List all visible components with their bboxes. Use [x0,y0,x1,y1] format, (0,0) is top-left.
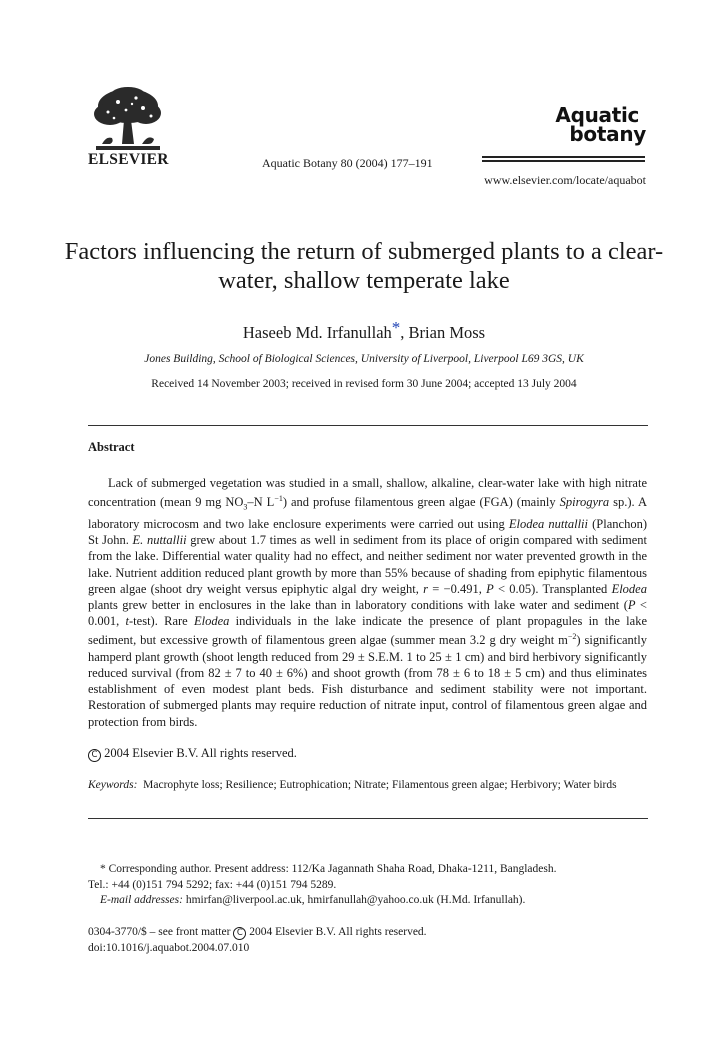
email-label: E-mail addresses: [100,894,183,907]
received-dates: Received 14 November 2003; received in revised form 30 June 2004; accepted 13 July 2004 [151,378,577,390]
issn-prefix: 0304-3770/$ – see front matter [88,926,231,938]
footnote-mark: * [100,863,106,875]
corresponding-author-link[interactable]: * [391,318,401,337]
author-moss: , Brian Moss [400,323,486,342]
copyright-icon: C [88,749,101,762]
divider-top [88,425,648,426]
footnote-address: Corresponding author. Present address: 112/Ka Jagannath Shaha Road, Dhaka-1211, Bangladesh. [108,863,557,875]
keywords-list: Macrophyte loss; Resilience; Eutrophication; Nitrate; Filamentous green algae; Herbivory; Water birds [143,779,617,791]
brand-line-1: Aquatic [555,103,640,127]
footnote-corresponding [88,862,647,878]
author-line [0,318,728,343]
journal-brand [555,103,646,146]
copyright-icon: C [233,927,246,940]
keywords [88,778,647,794]
divider-bottom [88,818,648,819]
footnote-email [88,893,647,909]
footnote [88,862,647,909]
journal-website-link[interactable]: www.elsevier.com/locate/aquabot [484,173,646,187]
brand-line-2: botany [569,122,646,146]
affiliation: Jones Building, School of Biological Sciences, University of Liverpool, Liverpool L69 3GS, UK [144,353,584,365]
issn-suffix: 2004 Elsevier B.V. All rights reserved. [249,926,427,938]
doi[interactable]: doi:10.1016/j.aquabot.2004.07.010 [88,941,250,954]
front-matter [88,925,427,956]
publisher-name: ELSEVIER [88,151,169,168]
footnote-tel: Tel.: +44 (0)151 794 5292; fax: +44 (0)151 794 5289. [88,878,337,891]
abstract-heading: Abstract [88,440,135,454]
email-addresses[interactable]: hmirfan@liverpool.ac.uk, hmirfanullah@yahoo.co.uk (H.Md. Irfanullah). [185,894,526,907]
copyright-line [88,746,297,762]
author-irfanullah: Haseeb Md. Irfanullah [242,323,392,342]
issn-line [88,925,427,941]
keywords-label: Keywords: [88,779,138,791]
article-title: Factors influencing the return of submerged plants to a clear-water, shallow temperate lake [64,238,664,294]
header-rules [482,156,645,164]
abstract-body: Lack of submerged vegetation was studied in a small, shallow, alkaline, clear-water lake with high nitrate concentration (mean 9 mg $NO_3-N$ $L^{-1}$) and profuse filamentous green algae (FGA) (mainly Spirogyra sp.). A laboratory microcosm and two lake enclosure experiments were carried out using Elodea nuttallii (Planchon) St John. E. nuttallii grew about 1.7 times as well in sediment from its place of origin compared with sediment from the lake. Differential water quality had no effect, and neither sediment nor water prevented growth in the lake. Nutrient addition reduced plant growth by more than 55% because of shading from epiphytic filamentous green algae (shoot dry weight versus epiphytic algal dry weight, r = −0.491, P < 0.05). Transplanted Elodea plants grew better in enclosures in the lake than in laboratory conditions with lake water and sediment (P < 0.001, t-test). Rare Elodea individuals in the lake indicate the presence of plant propagules in the lake sediment, but excessive growth of filamentous green algae (summer mean 3.2 g dry weight $m^{-2}$) significantly hamperd plant growth (shoot length reduced from 29 ± S.E.M. 1 to 25 ± 1 cm) and bird herbivory significantly reduced survival (from 82 ± 7 to 40 ± 6%) and shoot growth (from 78 ± 6 to 18 ± 5 cm) and thus eliminates establishment of even modest plant beds. Fish disturbance and sediment stability were not important. Restoration of submerged plants may require reduction of nitrate input, control of filamentous green algae and protection from birds. [88,476,648,729]
journal-reference: Aquatic Botany 80 (2004) 177–191 [262,156,433,170]
copyright-text: 2004 Elsevier B.V. All rights reserved. [104,746,297,760]
